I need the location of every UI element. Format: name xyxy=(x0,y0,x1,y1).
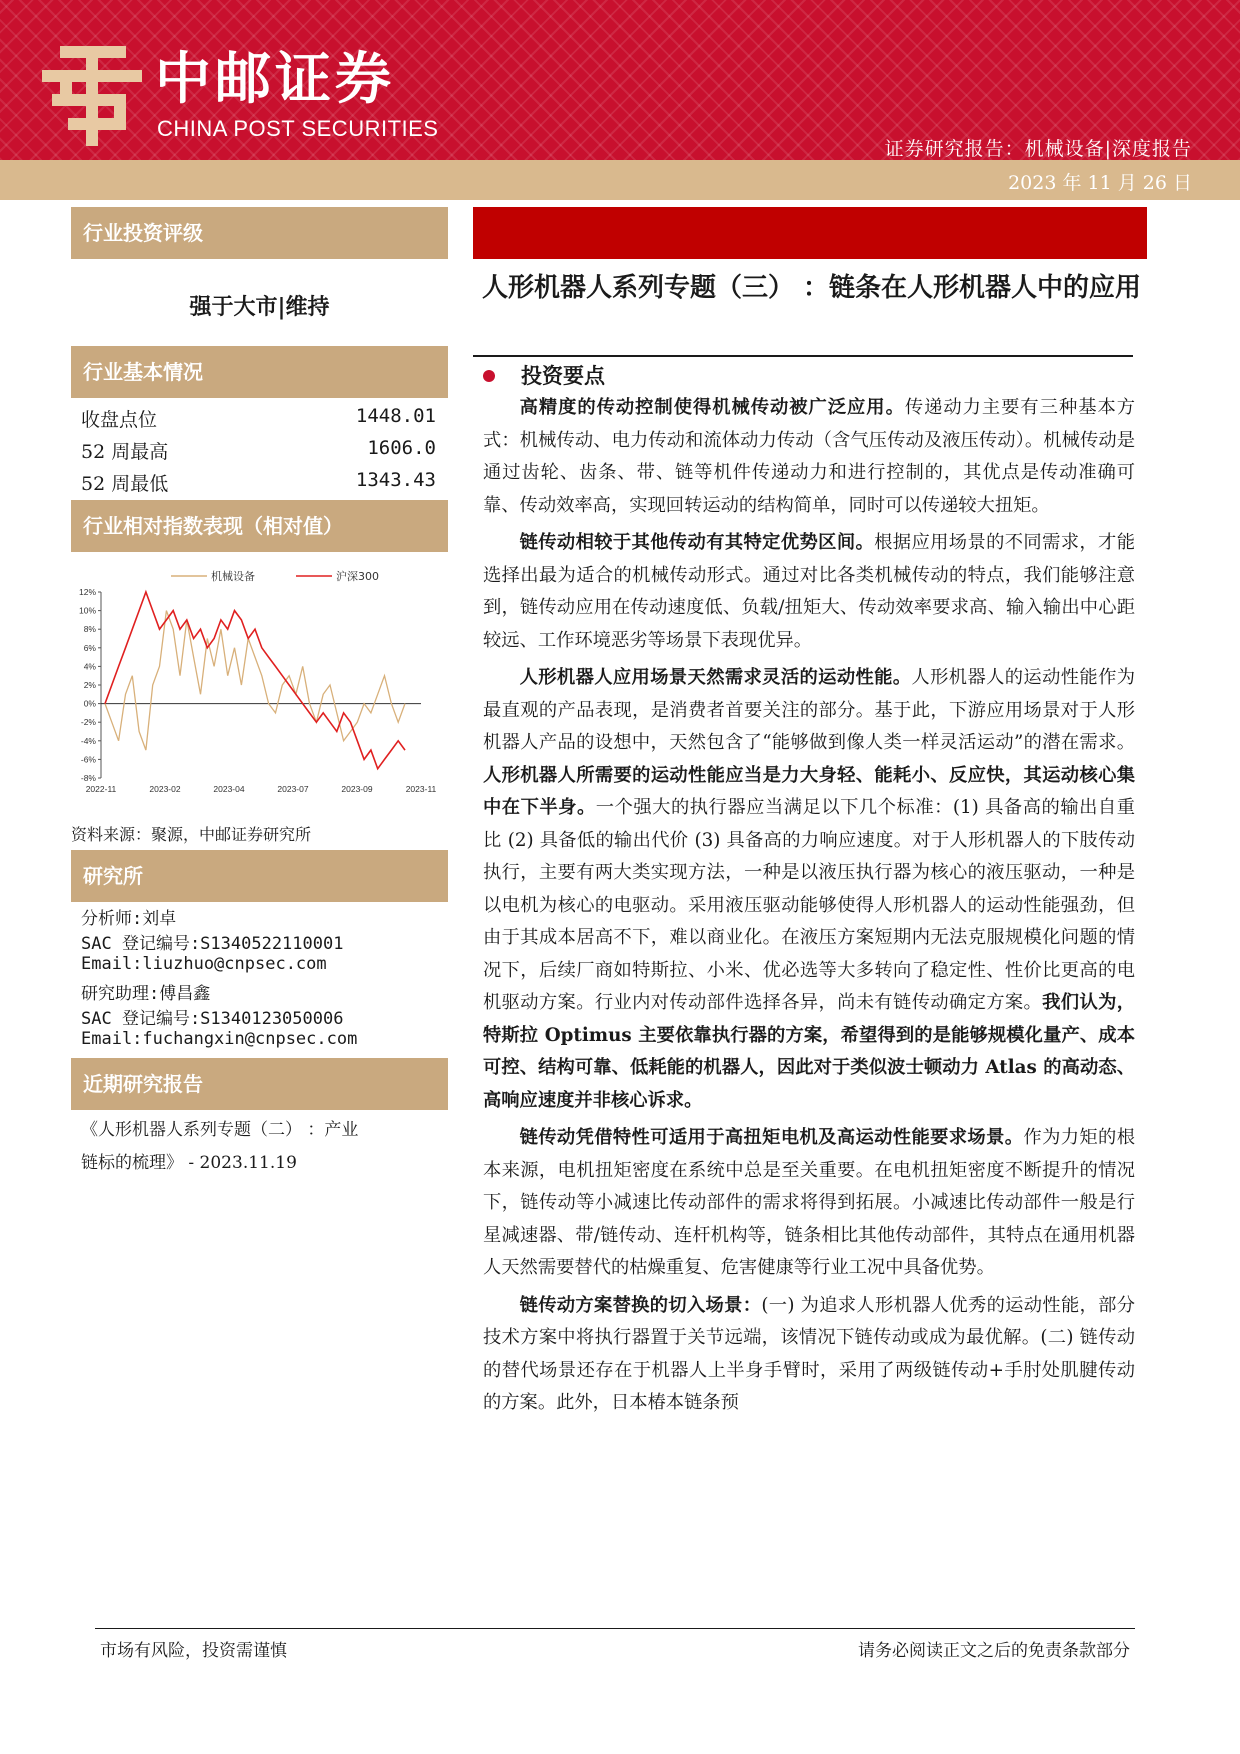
key-point-emphasis: 人形机器人所需要的运动性能应当是力大身轻、能耗小、反应快，其运动核心集中在下半身。 xyxy=(483,764,1135,818)
chart-y-tick-label: -4% xyxy=(80,735,96,746)
key-point-emphasis: 我们认为，特斯拉 Optimus 主要依靠执行器的方案，希望得到的是能够规模化量产、成本可控、结构可靠、低耗能的机器人，因此对于类似波士顿动力 Atlas 的高动态、高响应速度并非核心诉求。 xyxy=(483,992,1136,1111)
key-points-body xyxy=(483,392,1135,1425)
key-points-heading xyxy=(483,360,605,390)
key-point-lead: 链传动方案替换的切入场景： xyxy=(519,1294,762,1316)
chart-y-tick-label: -2% xyxy=(80,717,96,728)
basic-info-value: 1343.43 xyxy=(355,469,436,491)
report-type: 证券研究报告：机械设备|深度报告 xyxy=(884,138,1192,160)
key-point-paragraph xyxy=(483,392,1135,522)
key-points-title: 投资要点 xyxy=(521,363,605,388)
analyst-sac-number: SAC 登记编号:S1340522110001 xyxy=(81,934,344,954)
chart-y-tick-label: 6% xyxy=(83,642,96,653)
chart-x-tick-label: 2023-02 xyxy=(149,784,181,794)
research-section-title: 研究所 xyxy=(71,850,448,902)
basic-info-label: 52 周最低 xyxy=(81,473,169,495)
basic-info-label: 收盘点位 xyxy=(81,409,158,431)
key-point-paragraph xyxy=(483,662,1135,1117)
footer-disclaimer-notice: 请务必阅读正文之后的免责条款部分 xyxy=(858,1641,1130,1661)
key-point-text: (一) 为追求人形机器人优秀的运动性能，部分技术方案中将执行器置于关节远端，该情况下链传动或成为最优解。(二) 链传动的替代场景还存在于机器人上半身手臂时，采用了两级链传动+手肘处肌腱传动的方案。此外，日本椿本链条预 xyxy=(483,1294,1136,1413)
bullet-icon xyxy=(483,370,495,382)
date-bar xyxy=(0,160,1240,200)
key-point-paragraph xyxy=(483,1122,1135,1285)
relative-index-chart-svg xyxy=(71,560,448,800)
title-divider xyxy=(473,355,1133,357)
key-point-lead: 链传动凭借特性可适用于高扭矩电机及高运动性能要求场景。 xyxy=(519,1127,1024,1148)
report-title: 人形机器人系列专题（三） ：链条在人形机器人中的应用 xyxy=(482,273,1142,303)
analyst-name: 分析师:刘卓 xyxy=(81,909,177,929)
chart-y-tick-label: 0% xyxy=(83,698,96,709)
chart-y-tick-label: 2% xyxy=(83,680,96,690)
title-banner xyxy=(473,207,1147,259)
chart-x-tick-label: 2023-04 xyxy=(213,784,245,794)
chart-y-tick-label: 12% xyxy=(78,587,96,597)
chart-x-tick-label: 2023-07 xyxy=(277,784,309,794)
brand-name-cn: 中邮证券 xyxy=(155,47,395,112)
brand-name-en: CHINA POST SECURITIES xyxy=(157,116,439,141)
analyst-email[interactable]: Email:liuzhuo@cnpsec.com xyxy=(81,954,327,974)
chart-series-line-csi300 xyxy=(105,592,405,769)
rating-section-title: 行业投资评级 xyxy=(71,207,448,259)
report-date: 2023 年 11 月 26 日 xyxy=(1008,172,1192,194)
key-point-paragraph xyxy=(483,527,1135,657)
china-post-logo-icon xyxy=(42,46,142,146)
chart-source: 资料来源：聚源，中邮证券研究所 xyxy=(71,825,312,844)
basic-info-row xyxy=(81,405,436,437)
assistant-email[interactable]: Email:fuchangxin@cnpsec.com xyxy=(81,1029,358,1049)
chart-y-tick-label: 8% xyxy=(83,624,96,635)
key-point-paragraph xyxy=(483,1290,1135,1420)
assistant-name: 研究助理:傅昌鑫 xyxy=(81,984,211,1004)
chart-x-tick-label: 2022-11 xyxy=(85,784,117,794)
key-point-text: 传递动力主要有三种基本方式：机械传动、电力传动和流体动力传动（含气压传动及液压传动）。机械传动是通过齿轮、齿条、带、链等机件传递动力和进行控制的，其优点是传动准确可靠、传动效率高，实现回转运动的结构简单，同时可以传递较大扭矩。 xyxy=(483,397,1136,516)
recent-report-link[interactable]: 链标的梳理》 - 2023.11.19 xyxy=(81,1153,297,1173)
relative-index-chart xyxy=(71,560,448,800)
assistant-sac-number: SAC 登记编号:S1340123050006 xyxy=(81,1009,344,1029)
chart-legend-label: 机械设备 xyxy=(211,570,255,583)
basic-info-section-title: 行业基本情况 xyxy=(71,346,448,398)
chart-x-tick-label: 2023-09 xyxy=(341,784,373,794)
key-point-text: 人形机器人的运动性能作为最直观的产品表现，是消费者首要关注的部分。基于此，下游应用场景对于人形机器人产品的设想中，天然包含了“能够做到像人类一样灵活运动”的潜在需求。 xyxy=(483,667,1136,753)
recent-reports-section-title: 近期研究报告 xyxy=(71,1058,448,1110)
chart-y-tick-label: -6% xyxy=(80,754,96,765)
key-point-lead: 高精度的传动控制使得机械传动被广泛应用。 xyxy=(519,397,905,418)
recent-report-link[interactable]: 《人形机器人系列专题（二） ：产业 xyxy=(81,1120,359,1140)
chart-legend-label: 沪深300 xyxy=(336,570,379,583)
chart-x-tick-label: 2023-11 xyxy=(405,784,437,794)
key-point-lead: 链传动相较于其他传动有其特定优势区间。 xyxy=(519,532,875,553)
chart-y-tick-label: -8% xyxy=(80,773,96,783)
key-point-lead: 人形机器人应用场景天然需求灵活的运动性能。 xyxy=(519,667,912,688)
footer-risk-notice: 市场有风险，投资需谨慎 xyxy=(100,1641,287,1661)
basic-info-row xyxy=(81,437,436,469)
key-point-text: 作为力矩的根本来源，电机扭矩密度在系统中总是至关重要。在电机扭矩密度不断提升的情况下，链传动等小减速比传动部件的需求将得到拓展。小减速比传动部件一般是行星减速器、带/链传动、连杆机构等，链条相比其他传动部件，其特点在通用机器人天然需要替代的枯燥重复、危害健康等行业工况中具备优势。 xyxy=(483,1127,1136,1278)
chart-y-tick-label: 10% xyxy=(78,605,96,616)
chart-y-tick-label: 4% xyxy=(83,661,96,672)
footer-divider xyxy=(95,1628,1135,1629)
key-point-text: 一个强大的执行器应当满足以下几个标准：(1) 具备高的输出自重比 (2) 具备低的输出代价 (3) 具备高的力响应速度。对于人形机器人的下肢传动执行，主要有两大类实现方法，一种是以液压执行器为核心的液压驱动，一种是以电机为核心的电驱动。采用液压驱动能够使得人形机器人的运动性能强劲，但由于其成本居高不下，难以商业化。在液压方案短期内无法克服规模化问题的情况下，后续厂商如特斯拉、小米、优必选等大多转向了稳定性、性价比更高的电机驱动方案。行业内对传动部件选择各异，尚未有链传动确定方案。 xyxy=(483,797,1135,1013)
basic-info-value: 1606.0 xyxy=(367,437,436,459)
basic-info-row xyxy=(81,469,436,501)
rating-value: 强于大市|维持 xyxy=(189,294,330,320)
report-header xyxy=(0,0,1240,160)
index-performance-section-title: 行业相对指数表现（相对值） xyxy=(71,500,448,552)
key-point-text: 根据应用场景的不同需求，才能选择出最为适合的机械传动形式。通过对比各类机械传动的特点，我们能够注意到，链传动应用在传动速度低、负载/扭矩大、传动效率要求高、输入输出中心距较远、工作环境恶劣等场景下表现优异。 xyxy=(483,532,1136,651)
basic-info-value: 1448.01 xyxy=(355,405,436,427)
basic-info-label: 52 周最高 xyxy=(81,441,169,463)
